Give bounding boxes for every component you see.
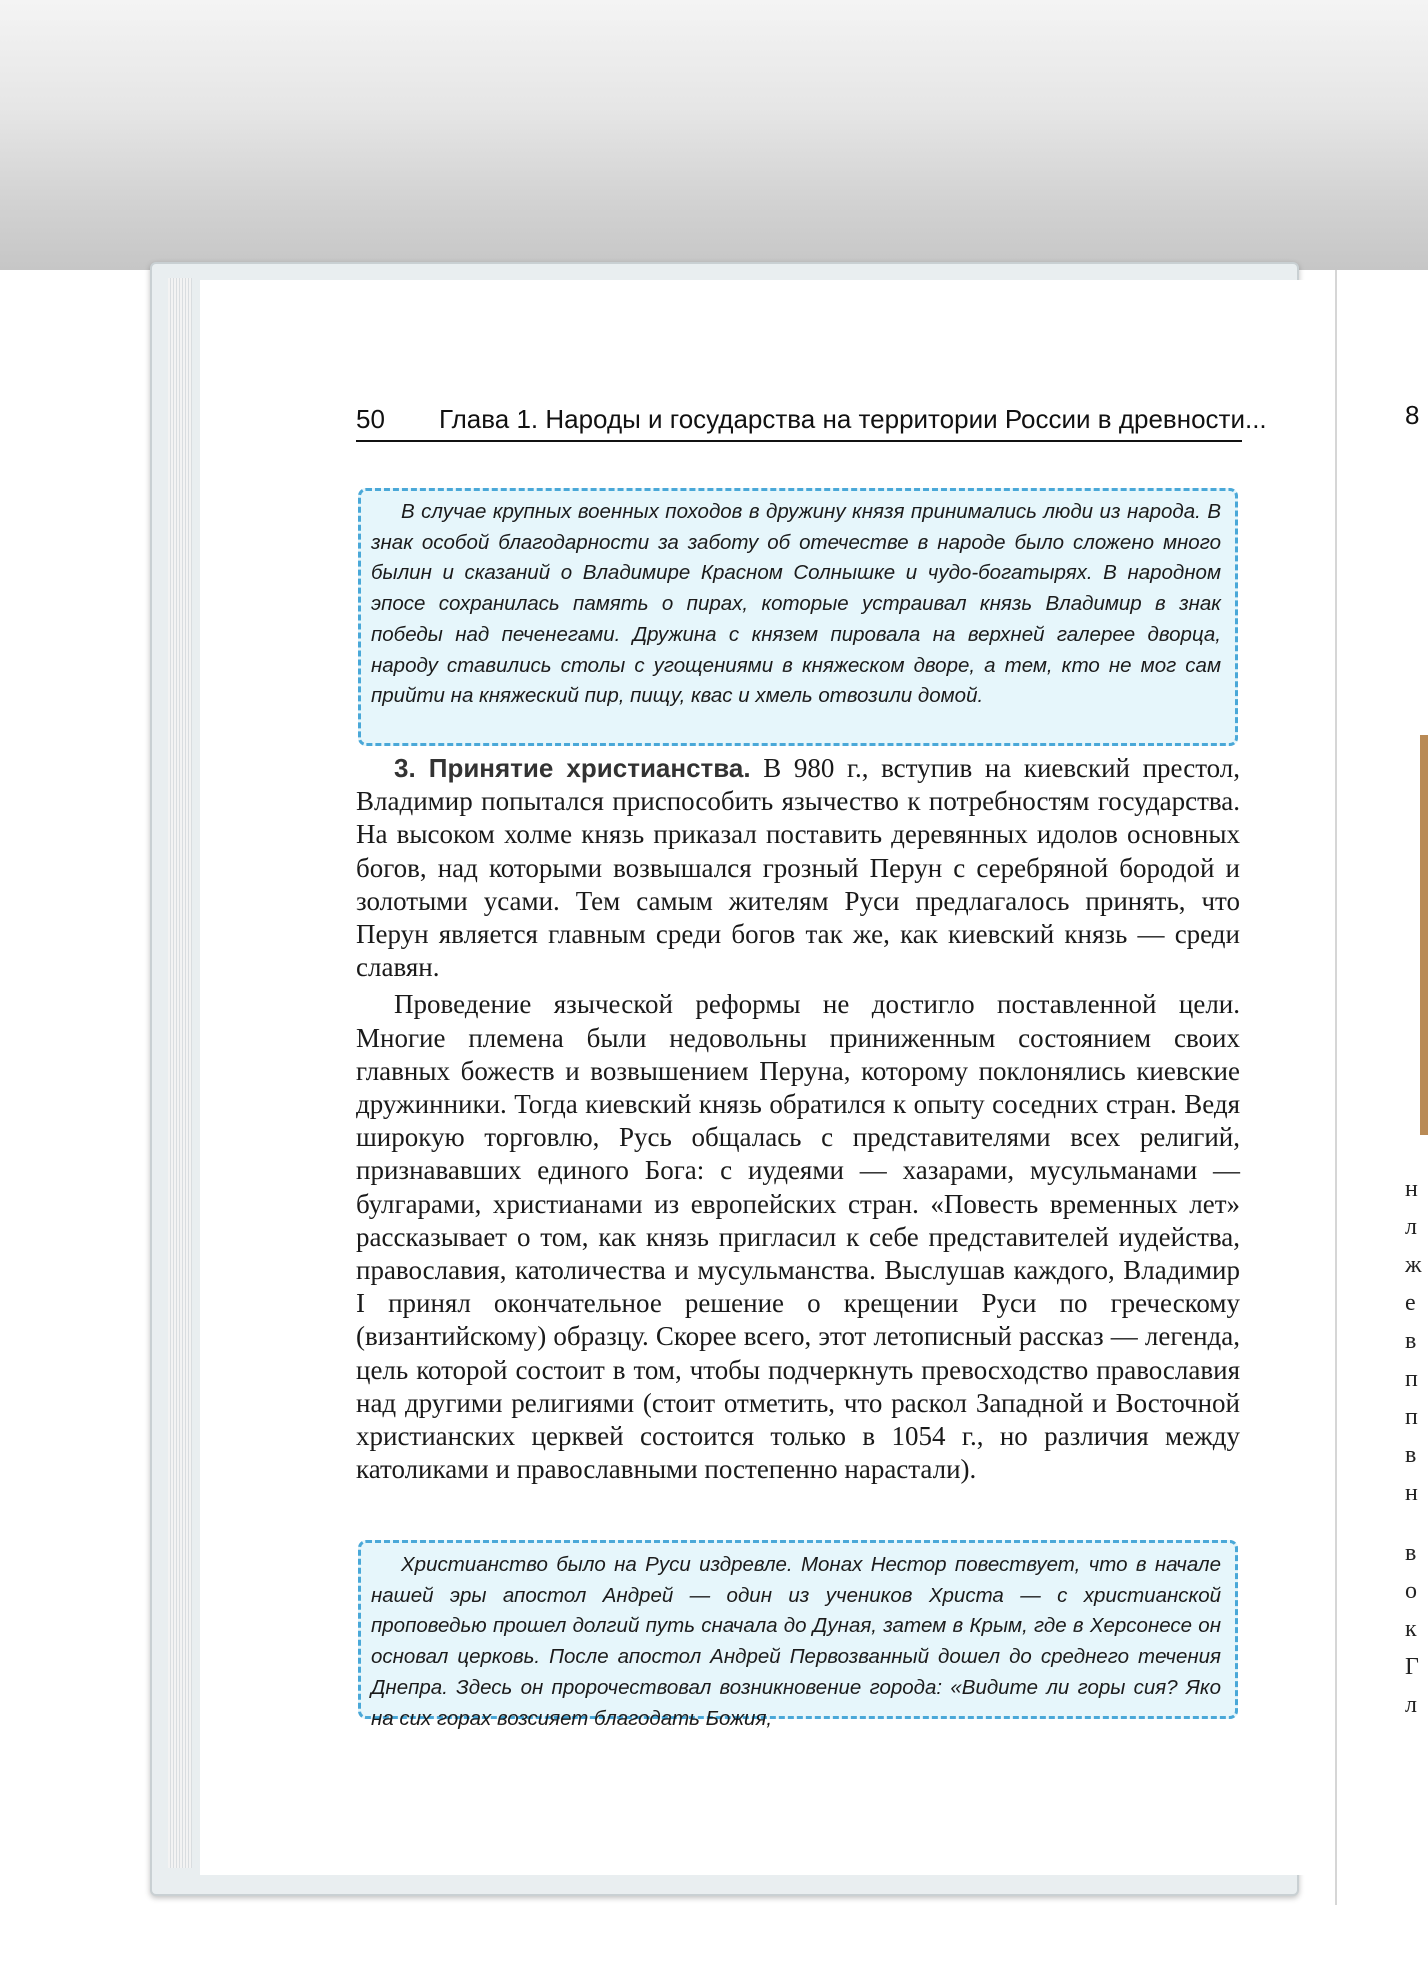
facing-page-letter: о (1405, 1578, 1417, 1604)
paragraph-text: В 980 г., вступив на киевский престол, Владимир попытался приспособить язычество к потребностям государства. На высоком холме князь приказал поставить деревянных идолов основных богов, над которыми возвышался грозный Перун с серебряной бородой и золотыми усами. Тем самым жителям Руси предлагалось принять, что Перун является главным среди богов так же, как киевский князь — среди славян. (356, 753, 1241, 983)
facing-page-letter: Г (1405, 1654, 1419, 1680)
facing-page-letter: п (1405, 1366, 1418, 1392)
chapter-title: Глава 1. Народы и государства на территории России в древности... (439, 404, 1267, 434)
paragraph (356, 752, 1240, 984)
running-head (356, 400, 1267, 442)
facing-page-letter: н (1405, 1480, 1418, 1506)
info-callout-feasts (358, 488, 1238, 746)
facing-page-header-fragment: 8 (1405, 400, 1420, 430)
facing-page-letter: п (1405, 1404, 1418, 1430)
page-edges (168, 278, 192, 1868)
facing-page-letter: н (1405, 1176, 1418, 1202)
facing-page-line-starts (1405, 1170, 1425, 1724)
facing-page-letter: в (1405, 1328, 1417, 1354)
facing-page-illustration-edge (1420, 735, 1428, 1135)
paragraph: Проведение языческой реформы не достигло поставленной цели. Многие племена были недовольны приниженным состоянием своих главных божеств и возвышением Перуна, которому поклонялись киевские дружинники. Тогда киевский князь обратился к опыту соседних стран. Ведя широкую торговлю, Русь общалась с представителями всех религий, признававших единого Бога: с иудеями — хазарами, мусульманами — булгарами, христианами из европейских стран. «Повесть временных лет» рассказывает о том, как князь пригласил к себе представителей иудейства, православия, католичества и мусульманства. Выслушав каждого, Владимир I принял окончательное решение о крещении Руси по греческому (византийскому) образцу. Скорее всего, этот летописный рассказ — легенда, цель которой состоит в том, чтобы подчеркнуть превосходство православия над другими религиями (стоит отметить, что раскол Западной и Восточной христианских церквей состоится только в 1054 г., но различия между католиками и православными постепенно нарастали). (356, 989, 1240, 1485)
info-callout-apostle-andrew (358, 1540, 1238, 1730)
facing-page-letter: е (1405, 1290, 1416, 1316)
callout-text: Христианство было на Руси издревле. Монах Нестор повествует, что в начале нашей эры апостол Андрей — один из учеников Христа — с христианской проповедью прошел долгий путь сначала до Дуная, затем в Крым, где в Херсонесе он основал церковь. После апостол Андрей Первозванный дошел до среднего течения Днепра. Здесь он пророчествовал возникновение города: «Видите ли горы сия? Яко на сих горах возсияет благодать Божия, (371, 1553, 1221, 1730)
facing-page-letter: в (1405, 1540, 1417, 1566)
facing-page-letter: к (1405, 1616, 1417, 1642)
facing-page-letter: в (1405, 1442, 1417, 1468)
facing-page-letter: ж (1405, 1252, 1422, 1278)
page-number: 50 (356, 404, 385, 434)
callout-text: В случае крупных военных походов в дружину князя принимались люди из народа. В знак особой благодарности за заботу об отечестве в народе было сложено много былин и сказаний о Владимире Красном Солнышке и чудо-богатырях. В народном эпосе сохранилась память о пирах, которые устраивал князь Владимир в знак победы над печенегами. Дружина с князем пировала на верхней галерее дворца, народу ставились столы с угощениями в княжеском дворе, а тем, кто не мог сам прийти на княжеский пир, пищу, квас и хмель отвозили домой. (371, 500, 1221, 708)
scan-background (0, 0, 1428, 270)
main-text (356, 752, 1240, 1486)
facing-page-letter: л (1405, 1692, 1417, 1718)
facing-page-letter: л (1405, 1214, 1417, 1240)
section-title: 3. Принятие христианства. (394, 753, 751, 783)
